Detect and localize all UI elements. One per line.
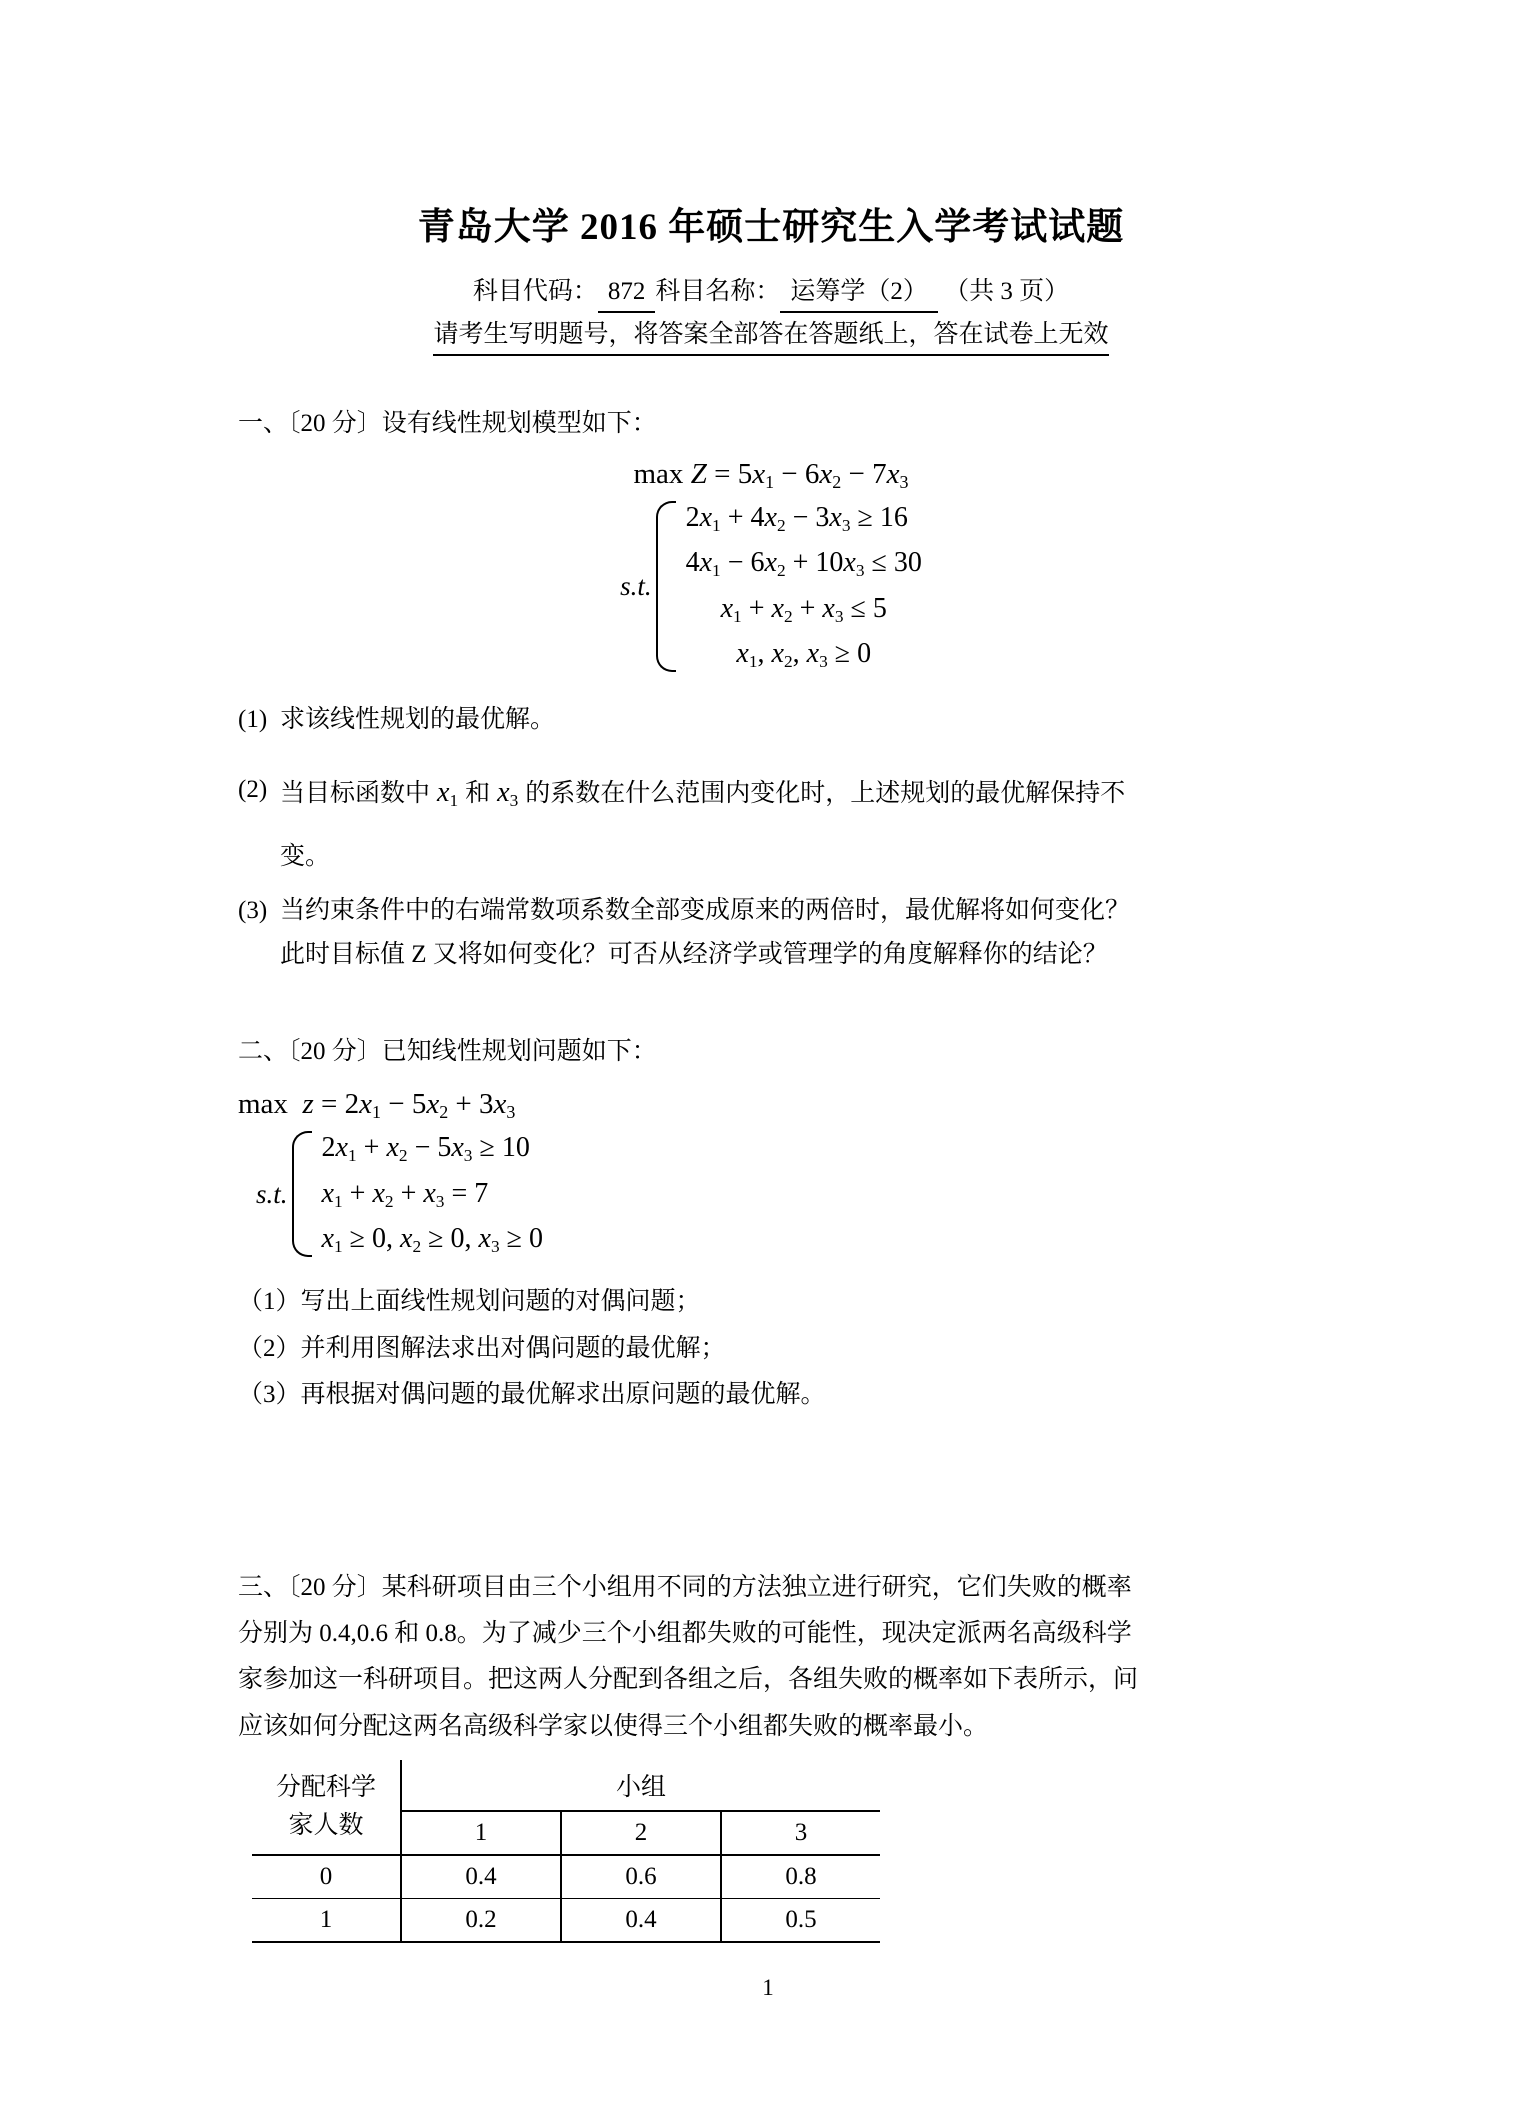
problem-1-objective: $\max Z = 5x_1 - 6x_2 - 7x_3$ <box>633 458 909 493</box>
failure-probability-table <box>252 1760 880 1943</box>
page-number: 1 <box>762 1975 774 2000</box>
row-header-line2: 家人数 <box>288 1811 364 1839</box>
exam-notice-text: 请考生写明题号，将答案全部答在答题纸上，答在试卷上无效 <box>433 317 1108 356</box>
cell-value: 0.5 <box>721 1898 880 1942</box>
cell-value: 0.4 <box>561 1898 721 1942</box>
problem-1-constraints <box>238 501 1304 672</box>
column-header-3: 3 <box>721 1811 880 1855</box>
constraint-row: $x_1 \ge 0$, $x_2 \ge 0$, $x_3 \ge 0$ <box>321 1223 544 1256</box>
constraint-row: $4x_1 - 6x_2 + 10x_3 \le 30$ <box>685 547 922 581</box>
cell-value: 0.6 <box>561 1855 721 1899</box>
subquestion-text-post: 的系数在什么范围内变化时，上述规划的最优解保持不 <box>525 780 1126 808</box>
subquestion-number: (1) <box>238 706 268 734</box>
table-row <box>252 1898 880 1942</box>
left-brace-icon <box>292 1131 312 1257</box>
column-header-2: 2 <box>561 1811 721 1855</box>
problem-1-heading: 一、〔20 分〕设有线性规划模型如下： <box>238 410 657 437</box>
table-row-header-label <box>252 1760 401 1855</box>
left-brace-icon <box>656 501 676 672</box>
page-content <box>238 0 1304 1943</box>
table-row <box>252 1855 880 1899</box>
problem-2-st-label: s.t. <box>256 1178 288 1209</box>
constraint-row: $x_1$, $x_2$, $x_3 \ge 0$ <box>736 638 872 671</box>
table-header-row <box>252 1760 880 1811</box>
problem-1-subquestion-1 <box>238 698 1304 742</box>
problem-2-objective: $\max z = 2x_1 - 5x_2 + 3x_3$ <box>238 1088 516 1123</box>
cell-value: 0.2 <box>401 1898 561 1942</box>
cell-value: 0.4 <box>401 1855 561 1899</box>
problem-2-constraints <box>256 1131 1304 1257</box>
variable-x1: x <box>437 777 450 809</box>
problem-3-heading: 三、〔20 分〕某科研项目由三个小组用不同的方法独立进行研究，它们失败的概率 <box>238 1573 1132 1601</box>
subquestion-text-cont: 变。 <box>280 843 331 871</box>
constraint-row: $x_1 + x_2 + x_3 = 7$ <box>321 1177 489 1211</box>
subquestion-text: 求该线性规划的最优解。 <box>280 706 556 734</box>
subquestion-text-line1: 当约束条件中的右端常数项系数全部变成原来的两倍时，最优解将如何变化？ <box>280 896 1131 924</box>
subquestion-number: (3) <box>238 896 268 924</box>
problem-2-subquestion-3: （3）再根据对偶问题的最优解求出原问题的最优解。 <box>238 1381 826 1409</box>
problem-2-subquestion-2: （2）并利用图解法求出对偶问题的最优解； <box>238 1334 726 1362</box>
subquestion-text-line2: 此时目标值 Z 又将如何变化？可否从经济学或管理学的角度解释你的结论？ <box>280 940 1108 968</box>
subquestion-number: (2) <box>238 776 268 804</box>
subject-line <box>238 273 1304 313</box>
constraint-row: $x_1 + x_2 + x_3 \le 5$ <box>720 592 887 626</box>
column-header-1: 1 <box>401 1811 561 1855</box>
problem-3-line2: 分别为 0.4,0.6 和 0.8。为了减少三个小组都失败的可能性，现决定派两名高级科学 <box>238 1620 1132 1648</box>
subject-name-label: 科目名称： <box>655 278 781 306</box>
variable-x3: x <box>497 777 510 809</box>
problem-2-heading: 二、〔20 分〕已知线性规划问题如下： <box>238 1038 657 1066</box>
subquestion-text-pre: 当目标函数中 <box>280 780 431 808</box>
row-label: 0 <box>252 1855 401 1899</box>
row-label: 1 <box>252 1898 401 1942</box>
problem-3-line3: 家参加这一科研项目。把这两人分配到各组之后，各组失败的概率如下表所示，问 <box>238 1666 1139 1694</box>
subject-code-value: 872 <box>598 273 656 313</box>
cell-value: 0.8 <box>721 1855 880 1899</box>
table-group-header: 小组 <box>401 1760 880 1811</box>
constraint-row: $2x_1 + x_2 - 5x_3 \ge 10$ <box>321 1132 530 1166</box>
constraint-row: $2x_1 + 4x_2 - 3x_3 \ge 16$ <box>685 502 908 535</box>
page-title: 青岛大学 2016 年硕士研究生入学考试试题 <box>417 207 1125 248</box>
subject-name-value: 运筹学（2） <box>780 273 938 313</box>
problem-2-subquestion-1: （1）写出上面线性规划问题的对偶问题； <box>238 1288 701 1316</box>
page-count: （共 3 页） <box>944 278 1070 306</box>
problem-1-subquestion-3 <box>238 889 1304 977</box>
subquestion-text: 当目标函数中 $x_1$ 和 $x_3$ 的系数在什么范围内变化时，上述规划的最优解保持不 变。 <box>280 768 1304 879</box>
problem-3-line4: 应该如何分配这两名高级科学家以使得三个小组都失败的概率最小。 <box>238 1712 989 1740</box>
row-header-line1: 分配科学 <box>275 1774 376 1802</box>
problem-1-st-label: s.t. <box>620 571 652 602</box>
exam-notice <box>238 317 1304 356</box>
problem-1-subquestion-2 <box>238 768 1304 879</box>
subquestion-text-mid: 和 <box>465 780 491 808</box>
subject-code-label: 科目代码： <box>472 278 598 306</box>
